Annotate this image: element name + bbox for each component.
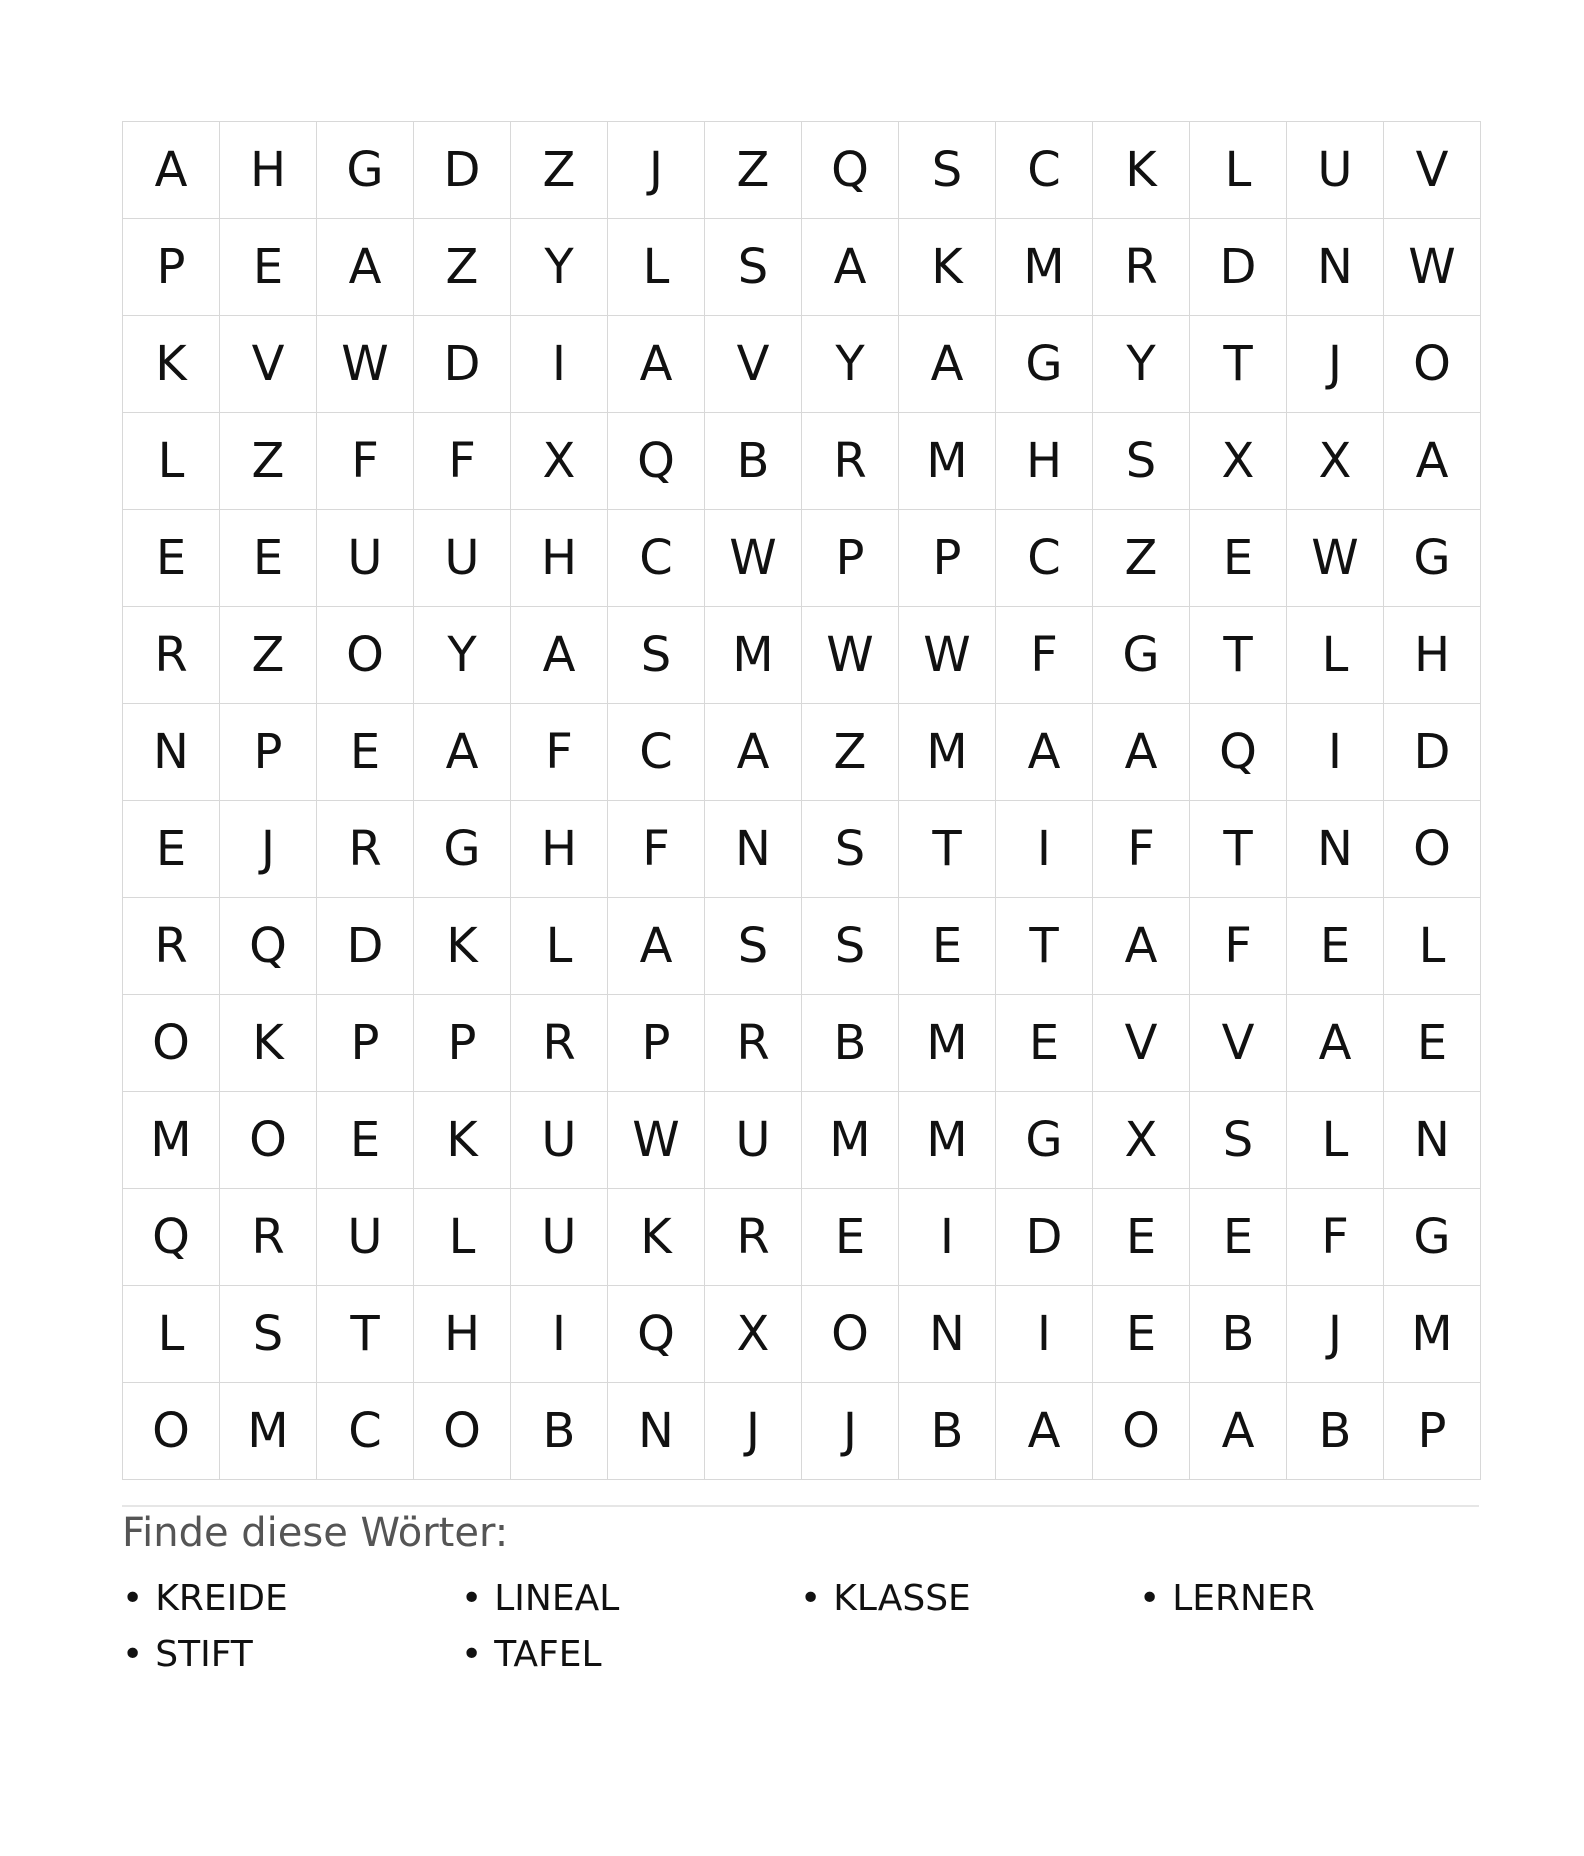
grid-cell[interactable]: A [1384, 413, 1481, 510]
grid-cell[interactable]: D [1190, 219, 1287, 316]
word-label: KLASSE [833, 1577, 971, 1619]
grid-cell[interactable]: A [414, 704, 511, 801]
grid-cell[interactable]: H [511, 510, 608, 607]
grid-cell[interactable]: S [1093, 413, 1190, 510]
grid-cell[interactable]: W [802, 607, 899, 704]
grid-cell[interactable]: O [123, 1383, 220, 1480]
grid-cell[interactable]: F [511, 704, 608, 801]
grid-cell[interactable]: I [996, 1286, 1093, 1383]
grid-cell[interactable]: N [608, 1383, 705, 1480]
grid-cell[interactable]: T [996, 898, 1093, 995]
grid-cell[interactable]: R [220, 1189, 317, 1286]
grid-cell[interactable]: E [123, 801, 220, 898]
grid-cell[interactable]: E [220, 510, 317, 607]
grid-cell[interactable]: D [317, 898, 414, 995]
grid-cell[interactable]: N [123, 704, 220, 801]
grid-cell[interactable]: U [317, 510, 414, 607]
grid-cell[interactable]: W [1384, 219, 1481, 316]
grid-cell[interactable]: J [608, 122, 705, 219]
grid-cell[interactable]: Z [1093, 510, 1190, 607]
grid-cell[interactable]: H [996, 413, 1093, 510]
grid-cell[interactable]: T [1190, 801, 1287, 898]
grid-cell[interactable]: U [317, 1189, 414, 1286]
grid-cell[interactable]: A [899, 316, 996, 413]
grid-cell[interactable]: R [123, 607, 220, 704]
grid-cell[interactable]: B [1287, 1383, 1384, 1480]
grid-cell[interactable]: H [414, 1286, 511, 1383]
grid-cell[interactable]: G [1384, 1189, 1481, 1286]
grid-cell[interactable]: P [414, 995, 511, 1092]
grid-cell[interactable]: K [414, 1092, 511, 1189]
grid-cell[interactable]: A [1190, 1383, 1287, 1480]
grid-cell[interactable]: M [705, 607, 802, 704]
bullet-icon: • [461, 1577, 483, 1619]
grid-cell[interactable]: X [1287, 413, 1384, 510]
grid-cell[interactable]: V [220, 316, 317, 413]
grid-cell[interactable]: C [608, 704, 705, 801]
grid-cell[interactable]: P [899, 510, 996, 607]
separator-line [122, 1505, 1479, 1507]
grid-cell[interactable]: F [608, 801, 705, 898]
grid-cell[interactable]: R [705, 1189, 802, 1286]
word-label: STIFT [155, 1633, 253, 1675]
grid-cell[interactable]: V [1384, 122, 1481, 219]
grid-cell[interactable]: R [317, 801, 414, 898]
grid-cell[interactable]: A [511, 607, 608, 704]
grid-cell[interactable]: Q [1190, 704, 1287, 801]
grid-cell[interactable]: N [1287, 801, 1384, 898]
grid-cell[interactable]: P [802, 510, 899, 607]
grid-cell[interactable]: L [123, 1286, 220, 1383]
grid-cell[interactable]: S [608, 607, 705, 704]
bullet-icon: • [800, 1577, 822, 1619]
grid-cell[interactable]: E [996, 995, 1093, 1092]
grid-cell[interactable]: O [1093, 1383, 1190, 1480]
grid-cell[interactable]: L [511, 898, 608, 995]
grid-cell[interactable]: U [511, 1189, 608, 1286]
grid-cell[interactable]: L [123, 413, 220, 510]
word-list-item [800, 1570, 1139, 1626]
grid-cell[interactable]: Z [511, 122, 608, 219]
word-label: LERNER [1172, 1577, 1315, 1619]
grid-cell[interactable]: S [705, 898, 802, 995]
grid-cell[interactable]: S [899, 122, 996, 219]
grid-cell[interactable]: B [802, 995, 899, 1092]
grid-cell[interactable]: V [705, 316, 802, 413]
grid-cell[interactable]: B [1190, 1286, 1287, 1383]
grid-cell[interactable]: F [1190, 898, 1287, 995]
grid-cell[interactable]: O [414, 1383, 511, 1480]
grid-cell[interactable]: L [1287, 1092, 1384, 1189]
grid-cell[interactable]: E [802, 1189, 899, 1286]
grid-cell[interactable]: E [1190, 1189, 1287, 1286]
grid-cell[interactable]: I [996, 801, 1093, 898]
grid-cell[interactable]: I [1287, 704, 1384, 801]
grid-cell[interactable]: N [1287, 219, 1384, 316]
grid-cell[interactable]: E [317, 1092, 414, 1189]
grid-cell[interactable]: R [123, 898, 220, 995]
grid-cell[interactable]: J [220, 801, 317, 898]
grid-cell[interactable]: O [220, 1092, 317, 1189]
grid-cell[interactable]: C [608, 510, 705, 607]
grid-cell[interactable]: U [1287, 122, 1384, 219]
grid-cell[interactable]: Q [608, 413, 705, 510]
grid-cell[interactable]: O [317, 607, 414, 704]
grid-cell[interactable]: R [1093, 219, 1190, 316]
grid-cell[interactable]: S [1190, 1092, 1287, 1189]
grid-cell[interactable]: N [705, 801, 802, 898]
grid-cell[interactable]: R [802, 413, 899, 510]
grid-cell[interactable]: S [802, 801, 899, 898]
grid-cell[interactable]: S [220, 1286, 317, 1383]
grid-cell[interactable]: A [1093, 704, 1190, 801]
grid-cell[interactable]: I [511, 316, 608, 413]
grid-cell[interactable]: K [123, 316, 220, 413]
grid-cell[interactable]: W [317, 316, 414, 413]
grid-cell[interactable]: Z [220, 413, 317, 510]
grid-cell[interactable]: Y [802, 316, 899, 413]
bullet-icon: • [1139, 1577, 1161, 1619]
grid-cell[interactable]: Y [511, 219, 608, 316]
grid-cell[interactable]: A [1093, 898, 1190, 995]
grid-cell[interactable]: H [1384, 607, 1481, 704]
grid-cell[interactable]: M [899, 1092, 996, 1189]
grid-cell[interactable]: H [511, 801, 608, 898]
word-list-title: Finde diese Wörter: [122, 1510, 509, 1556]
grid-cell[interactable]: M [123, 1092, 220, 1189]
grid-cell[interactable]: K [1093, 122, 1190, 219]
grid-cell[interactable]: A [608, 316, 705, 413]
grid-cell[interactable]: G [414, 801, 511, 898]
grid-cell[interactable]: Z [802, 704, 899, 801]
grid-cell[interactable]: C [317, 1383, 414, 1480]
grid-cell[interactable]: M [899, 413, 996, 510]
grid-cell[interactable]: G [996, 1092, 1093, 1189]
grid-cell[interactable]: K [608, 1189, 705, 1286]
grid-cell[interactable]: Z [705, 122, 802, 219]
grid-cell[interactable]: Q [802, 122, 899, 219]
grid-cell[interactable]: E [220, 219, 317, 316]
word-label: TAFEL [494, 1633, 602, 1675]
grid-cell[interactable]: Y [1093, 316, 1190, 413]
word-list [122, 1570, 1479, 1682]
grid-cell[interactable]: F [996, 607, 1093, 704]
grid-cell[interactable]: A [996, 1383, 1093, 1480]
grid-cell[interactable]: F [414, 413, 511, 510]
grid-cell[interactable]: U [705, 1092, 802, 1189]
grid-cell[interactable]: L [1384, 898, 1481, 995]
grid-cell[interactable]: G [317, 122, 414, 219]
word-list-item [122, 1570, 461, 1626]
grid-cell[interactable]: B [705, 413, 802, 510]
grid-cell[interactable]: W [899, 607, 996, 704]
grid-cell[interactable]: N [1384, 1092, 1481, 1189]
grid-cell[interactable]: O [1384, 316, 1481, 413]
grid-cell[interactable]: C [996, 510, 1093, 607]
grid-cell[interactable]: J [705, 1383, 802, 1480]
grid-cell[interactable]: I [511, 1286, 608, 1383]
grid-cell[interactable]: X [705, 1286, 802, 1383]
grid-cell[interactable]: A [1287, 995, 1384, 1092]
grid-cell[interactable]: O [1384, 801, 1481, 898]
grid-cell[interactable]: B [511, 1383, 608, 1480]
word-list-item [122, 1626, 461, 1682]
grid-cell[interactable]: P [123, 219, 220, 316]
grid-cell[interactable]: E [1384, 995, 1481, 1092]
grid-cell[interactable]: A [317, 219, 414, 316]
grid-cell[interactable]: T [1190, 607, 1287, 704]
grid-cell[interactable]: G [996, 316, 1093, 413]
grid-cell[interactable]: A [123, 122, 220, 219]
grid-cell[interactable]: E [123, 510, 220, 607]
grid-cell[interactable]: U [511, 1092, 608, 1189]
grid-cell[interactable]: N [899, 1286, 996, 1383]
grid-cell[interactable]: Q [220, 898, 317, 995]
grid-cell[interactable]: X [1093, 1092, 1190, 1189]
bullet-icon: • [122, 1577, 144, 1619]
grid-cell[interactable]: O [802, 1286, 899, 1383]
grid-cell[interactable]: Z [220, 607, 317, 704]
grid-cell[interactable]: E [1190, 510, 1287, 607]
grid-cell[interactable]: O [123, 995, 220, 1092]
word-label: LINEAL [494, 1577, 620, 1619]
grid-cell[interactable]: H [220, 122, 317, 219]
grid-cell[interactable]: W [608, 1092, 705, 1189]
grid-cell[interactable]: C [996, 122, 1093, 219]
grid-cell[interactable]: S [705, 219, 802, 316]
grid-cell[interactable]: S [802, 898, 899, 995]
grid-cell[interactable]: F [1093, 801, 1190, 898]
grid-cell[interactable]: T [899, 801, 996, 898]
grid-cell[interactable]: M [1384, 1286, 1481, 1383]
grid-cell[interactable]: W [1287, 510, 1384, 607]
grid-cell[interactable]: G [1384, 510, 1481, 607]
grid-cell[interactable]: Y [414, 607, 511, 704]
grid-cell[interactable]: P [1384, 1383, 1481, 1480]
grid-cell[interactable]: M [899, 704, 996, 801]
grid-cell[interactable]: A [608, 898, 705, 995]
grid-cell[interactable]: D [414, 122, 511, 219]
grid-cell[interactable]: L [1190, 122, 1287, 219]
grid-cell[interactable]: F [1287, 1189, 1384, 1286]
grid-cell[interactable]: G [1093, 607, 1190, 704]
grid-cell[interactable]: T [1190, 316, 1287, 413]
grid-cell[interactable]: L [414, 1189, 511, 1286]
grid-cell[interactable]: J [1287, 316, 1384, 413]
grid-cell[interactable]: K [899, 219, 996, 316]
grid-cell[interactable]: D [414, 316, 511, 413]
grid-cell[interactable]: R [511, 995, 608, 1092]
grid-cell[interactable]: E [1287, 898, 1384, 995]
grid-cell[interactable]: T [317, 1286, 414, 1383]
grid-cell[interactable]: A [802, 219, 899, 316]
grid-cell[interactable]: P [220, 704, 317, 801]
grid-cell[interactable]: A [705, 704, 802, 801]
grid-cell[interactable]: E [1093, 1189, 1190, 1286]
word-list-item [461, 1570, 800, 1626]
grid-cell[interactable]: P [608, 995, 705, 1092]
word-label: KREIDE [155, 1577, 288, 1619]
grid-cell[interactable]: M [996, 219, 1093, 316]
grid-cell[interactable]: J [1287, 1286, 1384, 1383]
grid-cell[interactable]: Z [414, 219, 511, 316]
grid-cell[interactable]: V [1190, 995, 1287, 1092]
grid-cell[interactable]: F [317, 413, 414, 510]
grid-cell[interactable]: B [899, 1383, 996, 1480]
grid-cell[interactable]: M [220, 1383, 317, 1480]
grid-cell[interactable]: X [1190, 413, 1287, 510]
grid-cell[interactable]: W [705, 510, 802, 607]
grid-cell[interactable]: D [1384, 704, 1481, 801]
grid-cell[interactable]: V [1093, 995, 1190, 1092]
grid-cell[interactable]: E [317, 704, 414, 801]
grid-cell[interactable]: J [802, 1383, 899, 1480]
grid-cell[interactable]: L [608, 219, 705, 316]
grid-cell[interactable]: E [1093, 1286, 1190, 1383]
grid-cell[interactable]: K [220, 995, 317, 1092]
grid-cell[interactable]: R [705, 995, 802, 1092]
grid-cell[interactable]: E [899, 898, 996, 995]
grid-cell[interactable]: D [996, 1189, 1093, 1286]
grid-cell[interactable]: P [317, 995, 414, 1092]
puzzle-grid [122, 121, 1481, 1480]
grid-cell[interactable]: L [1287, 607, 1384, 704]
grid-cell[interactable]: K [414, 898, 511, 995]
word-list-item [461, 1626, 800, 1682]
grid-cell[interactable]: Q [123, 1189, 220, 1286]
grid-cell[interactable]: I [899, 1189, 996, 1286]
grid-cell[interactable]: U [414, 510, 511, 607]
bullet-icon: • [122, 1633, 144, 1675]
grid-cell[interactable]: M [802, 1092, 899, 1189]
grid-cell[interactable]: A [996, 704, 1093, 801]
grid-cell[interactable]: Q [608, 1286, 705, 1383]
word-list-item [1139, 1570, 1478, 1626]
grid-cell[interactable]: M [899, 995, 996, 1092]
bullet-icon: • [461, 1633, 483, 1675]
grid-cell[interactable]: X [511, 413, 608, 510]
